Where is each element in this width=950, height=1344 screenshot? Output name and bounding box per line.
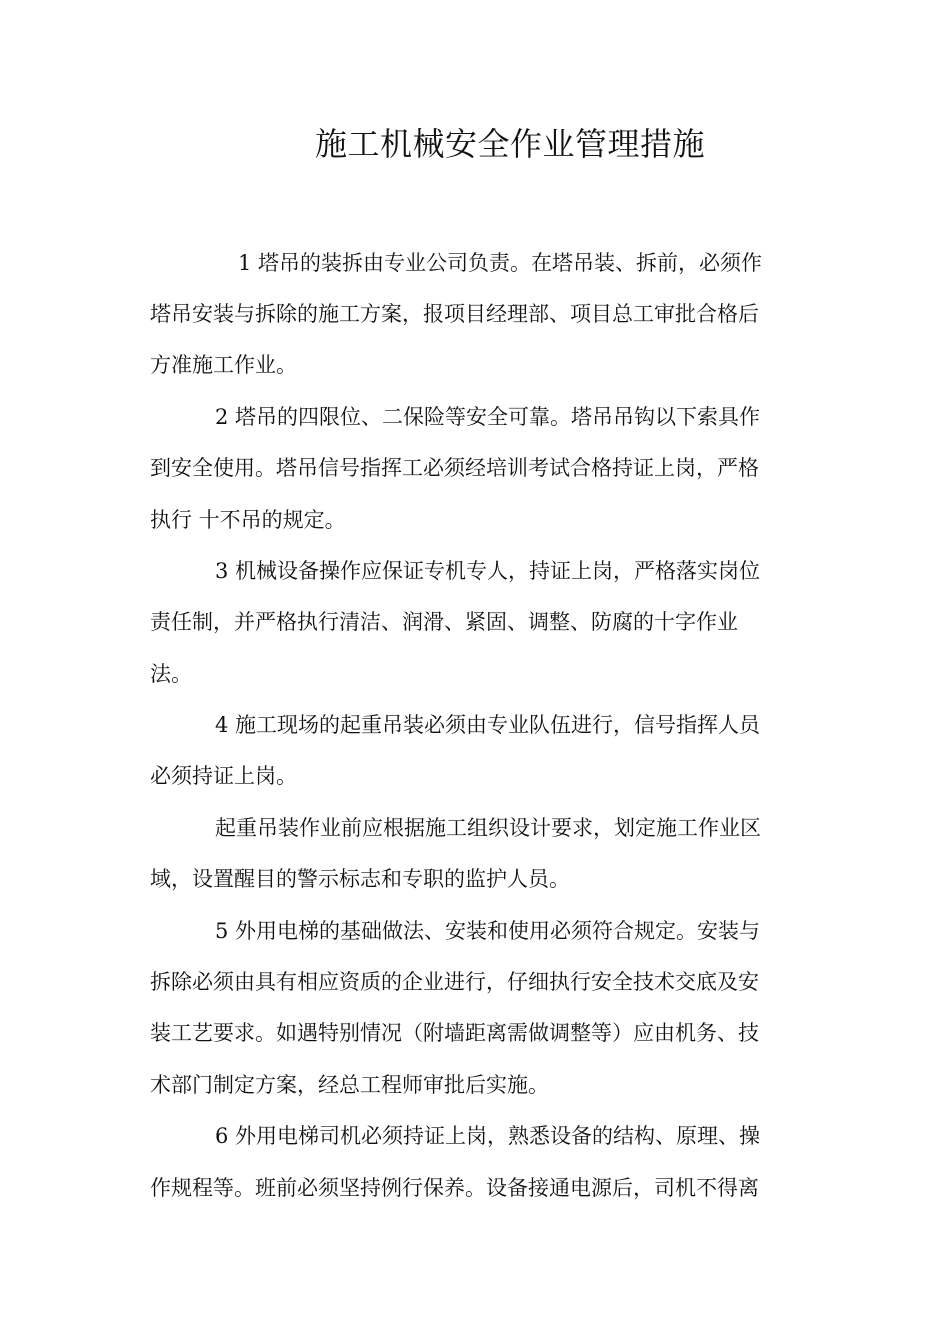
paragraph-line: 2 塔吊的四限位、二保险等安全可靠。塔吊吊钩以下索具作: [215, 405, 761, 429]
paragraph-line: 装工艺要求。如遇特别情况（附墙距离需做调整等）应由机务、技: [150, 1021, 759, 1045]
paragraph-line: 拆除必须由具有相应资质的企业进行，仔细执行安全技术交底及安: [150, 970, 759, 994]
paragraph-line: 域，设置醒目的警示标志和专职的监护人员。: [150, 867, 570, 891]
paragraph-line: 1 塔吊的装拆由专业公司负责。在塔吊装、拆前，必须作: [238, 251, 763, 275]
paragraph-line: 4 施工现场的起重吊装必须由专业队伍进行，信号指挥人员: [215, 713, 761, 737]
paragraph-line: 5 外用电梯的基础做法、安装和使用必须符合规定。安装与: [215, 919, 761, 943]
paragraph-line: 作规程等。班前必须坚持例行保养。设备接通电源后，司机不得离: [150, 1176, 759, 1200]
paragraph-line: 术部门制定方案，经总工程师审批后实施。: [150, 1073, 549, 1097]
paragraph-line: 方准施工作业。: [150, 353, 297, 377]
document-title: 施工机械安全作业管理措施: [314, 125, 705, 163]
paragraph-line: 责任制，并严格执行清洁、润滑、紧固、调整、防腐的十字作业: [150, 610, 738, 634]
paragraph-line: 到安全使用。塔吊信号指挥工必须经培训考试合格持证上岗，严格: [150, 456, 759, 480]
paragraph-line: 法。: [150, 662, 192, 686]
paragraph-line: 必须持证上岗。: [150, 764, 297, 788]
paragraph-line: 6 外用电梯司机必须持证上岗，熟悉设备的结构、原理、操: [215, 1124, 761, 1148]
paragraph-line: 3 机械设备操作应保证专机专人，持证上岗，严格落实岗位: [215, 559, 761, 583]
paragraph-line: 起重吊装作业前应根据施工组织设计要求，划定施工作业区: [215, 816, 761, 840]
paragraph-line: 执行 十不吊的规定。: [150, 508, 346, 532]
paragraph-line: 塔吊安装与拆除的施工方案，报项目经理部、项目总工审批合格后: [150, 302, 759, 326]
